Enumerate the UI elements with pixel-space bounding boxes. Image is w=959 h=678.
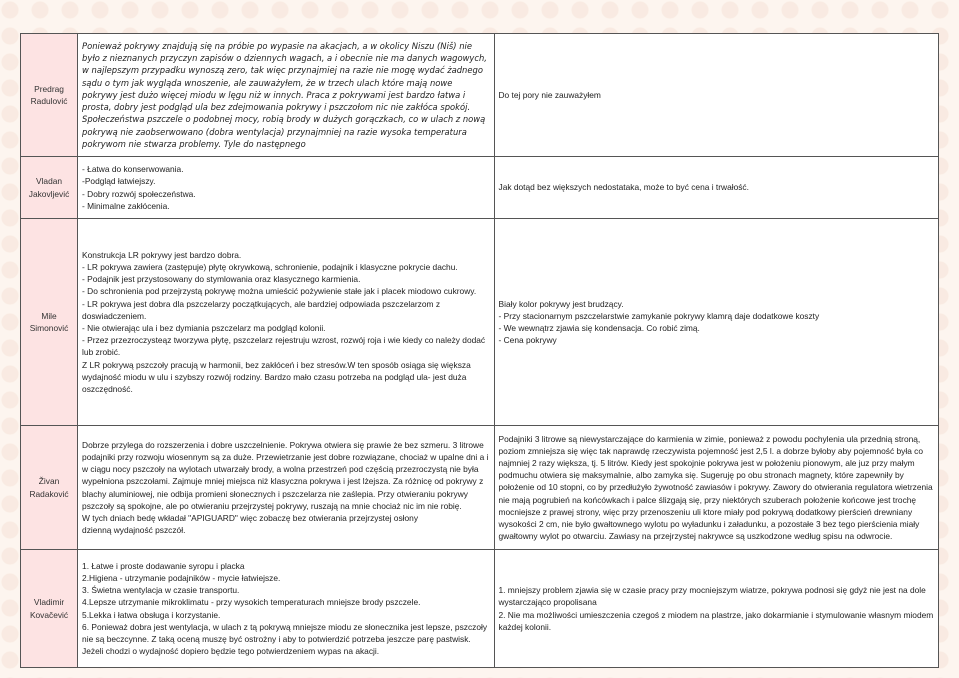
remark-line: 2. Nie ma możliwości umieszczenia czegoś z miodem na plastrze, jako dokarmianie i stymulowanie własnym miodem każdej kolonii. (498, 609, 934, 632)
advantage-line: dzienną wydajność pszczół. (82, 525, 186, 536)
advantage-line: 3. Świetna wentylacja w czasie transportu. (82, 585, 240, 596)
remark-line: - Cena pokrywy (498, 335, 557, 346)
advantage-line: - Podajnik jest przystosowany do stymlowania oraz klasycznego karmienia. (82, 274, 361, 285)
remarks-cell (494, 219, 939, 426)
advantage-line: - Nie otwierając ula i bez dymiania pszczelarz ma podgląd kolonii. (82, 323, 326, 333)
advantage-line: -Podgląd łatwiejszy. (82, 176, 156, 187)
advantage-line: - LR pokrywa jest dobra dla pszczelarzy początkujących, ale bardziej odpowiada pszczelarzom z doswiadczeniem. (82, 298, 441, 321)
remarks-cell (494, 550, 939, 668)
advantages-cell (78, 157, 494, 219)
beekeeper-name: Vladan Jakovljević (21, 157, 78, 219)
remark-line: - Przy stacionarnym pszczelarstwie zamykanie pokrywy klamrą daje dodatkowe koszty (498, 310, 820, 321)
beekeeper-name: Mile Simonović (21, 219, 78, 426)
advantages-cell (78, 219, 494, 426)
beekeeper-name: Predrag Radulović (21, 34, 78, 157)
advantage-line: - LR pokrywa zawiera (zastępuje) płytę okrywkową, schronienie, podajnik i klasyczne pokrycie dachu. (82, 261, 458, 272)
advantage-line: 4.Lepsze utrzymanie mikroklimatu - przy wysokich temperaturach mniejsze brody pszczele. (82, 597, 421, 608)
beekeeper-name: Vladimir Kovačević (21, 550, 78, 668)
advantage-line: Konstrukcja LR pokrywy jest bardzo dobra. (82, 249, 242, 260)
remarks-cell: Podajniki 3 litrowe są niewystarczające do karmienia w zimie, ponieważ z powodu pochylenia ula przednią stroną, poziom zmniejsza się więc tak naprawdę rzeczywista pojemność jest 2,5 l. a dobrze byłoby aby pojemność była co najmniej 2 razy większa, tj. 5 litrów. Kiedy jest spokojnie pokrywa jest w położeniu pionowym, ale juz przy małym podmuchu otwiera się maksymalnie, albo zamyka się. Sugeruję po obu stronach magnety, które zapewniły by położenie od 10 stopni, co by przedłużyło żywotność zawiasów i pokrywy. Zawory do otwierania regulatora wietrzenia nie mają pogrubień na końcówkach i palce ślizgają się, przy niektórych szuberach położenie końcowe jest trochę mocniejsze z prawej strony, więc przy przenoszeniu uli ktore miały pod pokrywą dodatkowy pierścień drewniany wysokości 2 cm, nie było gwałtownego wylotu po wyładunku i załadunku, a pozostałe 3 bez tego pierścienia miały gwałtowny wylot po otwarciu. Zawiasy na przejrzystej nakrywce są uszkodzone według spisu na odwrocie. (494, 426, 939, 550)
evaluation-table (20, 33, 939, 668)
beekeeper-name: Živan Radaković (21, 426, 78, 550)
table-row (21, 426, 939, 550)
advantage-line: 1. Łatwe i proste dodawanie syropu i placka (82, 560, 245, 571)
advantage-line: 6. Ponieważ dobra jest wentylacja, w ulach z tą pokrywą mniejsze miodu ze słonecznika jest lepsze, pszczoły nie są beczcynne. Z taką oceną muszę być ostrożny i aby to potwierdzić potrzeba jeszcze parę pastwisk. Jeżeli chodzi o wydajność dopiero będzie tego potwierdzeniem wypas na akacji. (82, 621, 488, 657)
advantages-cell: Ponieważ pokrywy znajdują się na próbie po wypasie na akacjach, a w okolicy Niszu (Niš) nie było z nieznanych przyczyn zapisów o dziennych wagach, a i obecnie nie ma danych wagowych, w najlepszym przypadku wynoszą zero, tak więc przynajmiej na razie nie mogę wydać żadnego sądu o tym jak wygląda wnoszenie, ale zauważyłem, że w trzech ulach które mają nowe pokrywy jest dużo więcej miodu w lęgu niż w innych. Praca z pokrywami jest bardzo łatwa i prosta, dobry jest podgląd ula bez zdejmowania pokrywy i pszczołom nic nie zakłóca spokój. Społeczeństwa pszczele o podobnej mocy, robią brody w dużych gorączkach, co w ulach z nową pokrywą nie zaobserwowano (dobra wentylacja) przynajmniej na razie wysoka temperatura pokrywom nie stwarza problemy. Tyle do następnego (78, 34, 494, 157)
advantage-line: - Do schronienia pod przejrzystą pokrywę można umieścić pożywienie stałe jak i placek miodowo cukrowy. (82, 286, 477, 297)
advantage-line: - Łatwa do konserwowania. (82, 164, 184, 175)
advantage-line: Z LR pokrywą pszczoły pracują w harmonii, bez zakłóceń i bez stresów.W ten sposób osiąga się większa wydajność miodu w ulu i szybszy rozwój rodziny. Bardzo mało czasu potrzeba na podgląd ula- jest duża oszczędność. (82, 359, 471, 395)
table-row (21, 219, 939, 426)
evaluation-sheet (20, 33, 939, 668)
remarks-cell: Do tej pory nie zauważyłem (494, 34, 939, 157)
remarks-cell: Jak dotąd bez większych nedostataka, może to być cena i trwałość. (494, 157, 939, 219)
advantage-line: 5.Lekka i łatwa obsługa i korzystanie. (82, 609, 221, 620)
advantage-line: 2.Higiena - utrzymanie podajników - mycie łatwiejsze. (82, 572, 281, 583)
advantage-line: W tych dniach bedę wkładał "APIGUARD" więc zobaczę bez otwierania przejrzystej osłony (82, 512, 419, 523)
table-row (21, 157, 939, 219)
advantage-line: - Minimalne zakłócenia. (82, 200, 170, 211)
remark-line: - We wewnątrz zjawia się kondensacja. Co robić zimą. (498, 323, 700, 333)
advantages-cell (78, 426, 494, 550)
remark-line: 1. mniejszy problem zjawia się w czasie pracy przy mocniejszym wiatrze, pokrywa podnosi się gdyż nie jest na dole wystarczająco propolisana (498, 585, 926, 608)
advantages-cell (78, 550, 494, 668)
table-row (21, 34, 939, 157)
table-row (21, 550, 939, 668)
advantage-line: - Dobry rozwój społeczeństwa. (82, 188, 196, 199)
advantage-line: - Przez przezroczysteąz tworzywa płytę, pszczelarz rejestruju wzrost, rozwój roja i wie kiedy co należy dodać lub zrobić. (82, 335, 486, 358)
advantage-line: Dobrze przylega do rozszerzenia i dobre uszczelnienie. Pokrywa otwiera się prawie że bez szmeru. 3 litrowe podajniki przy rozwoju wiosennym są za duże. Przewietrzanie jest dobre rozwiązane, chociaż w upalne dni a i w ciągu nocy pszczoły na wylotach utwarzały brody, a wolna przestrzeń pod częścią przezroczystą nie była wypełniona pszczołami. Zajmuje mniej miejsca niż klasyczna pokrywa i jest lżejsza. Za różnicę od pokrywy z blachy aluminiowej, nie odbija promieni słonecznych i pszczelarza nie zaślepia. Przy otwieraniu pokrywy pszczoły są spokojne, ale po otwieraniu przejrzystej pokrywy, ruszają na mnie chociaż nic im nie robię. (82, 439, 489, 511)
remark-line: Biały kolor pokrywy jest brudzący. (498, 298, 624, 309)
